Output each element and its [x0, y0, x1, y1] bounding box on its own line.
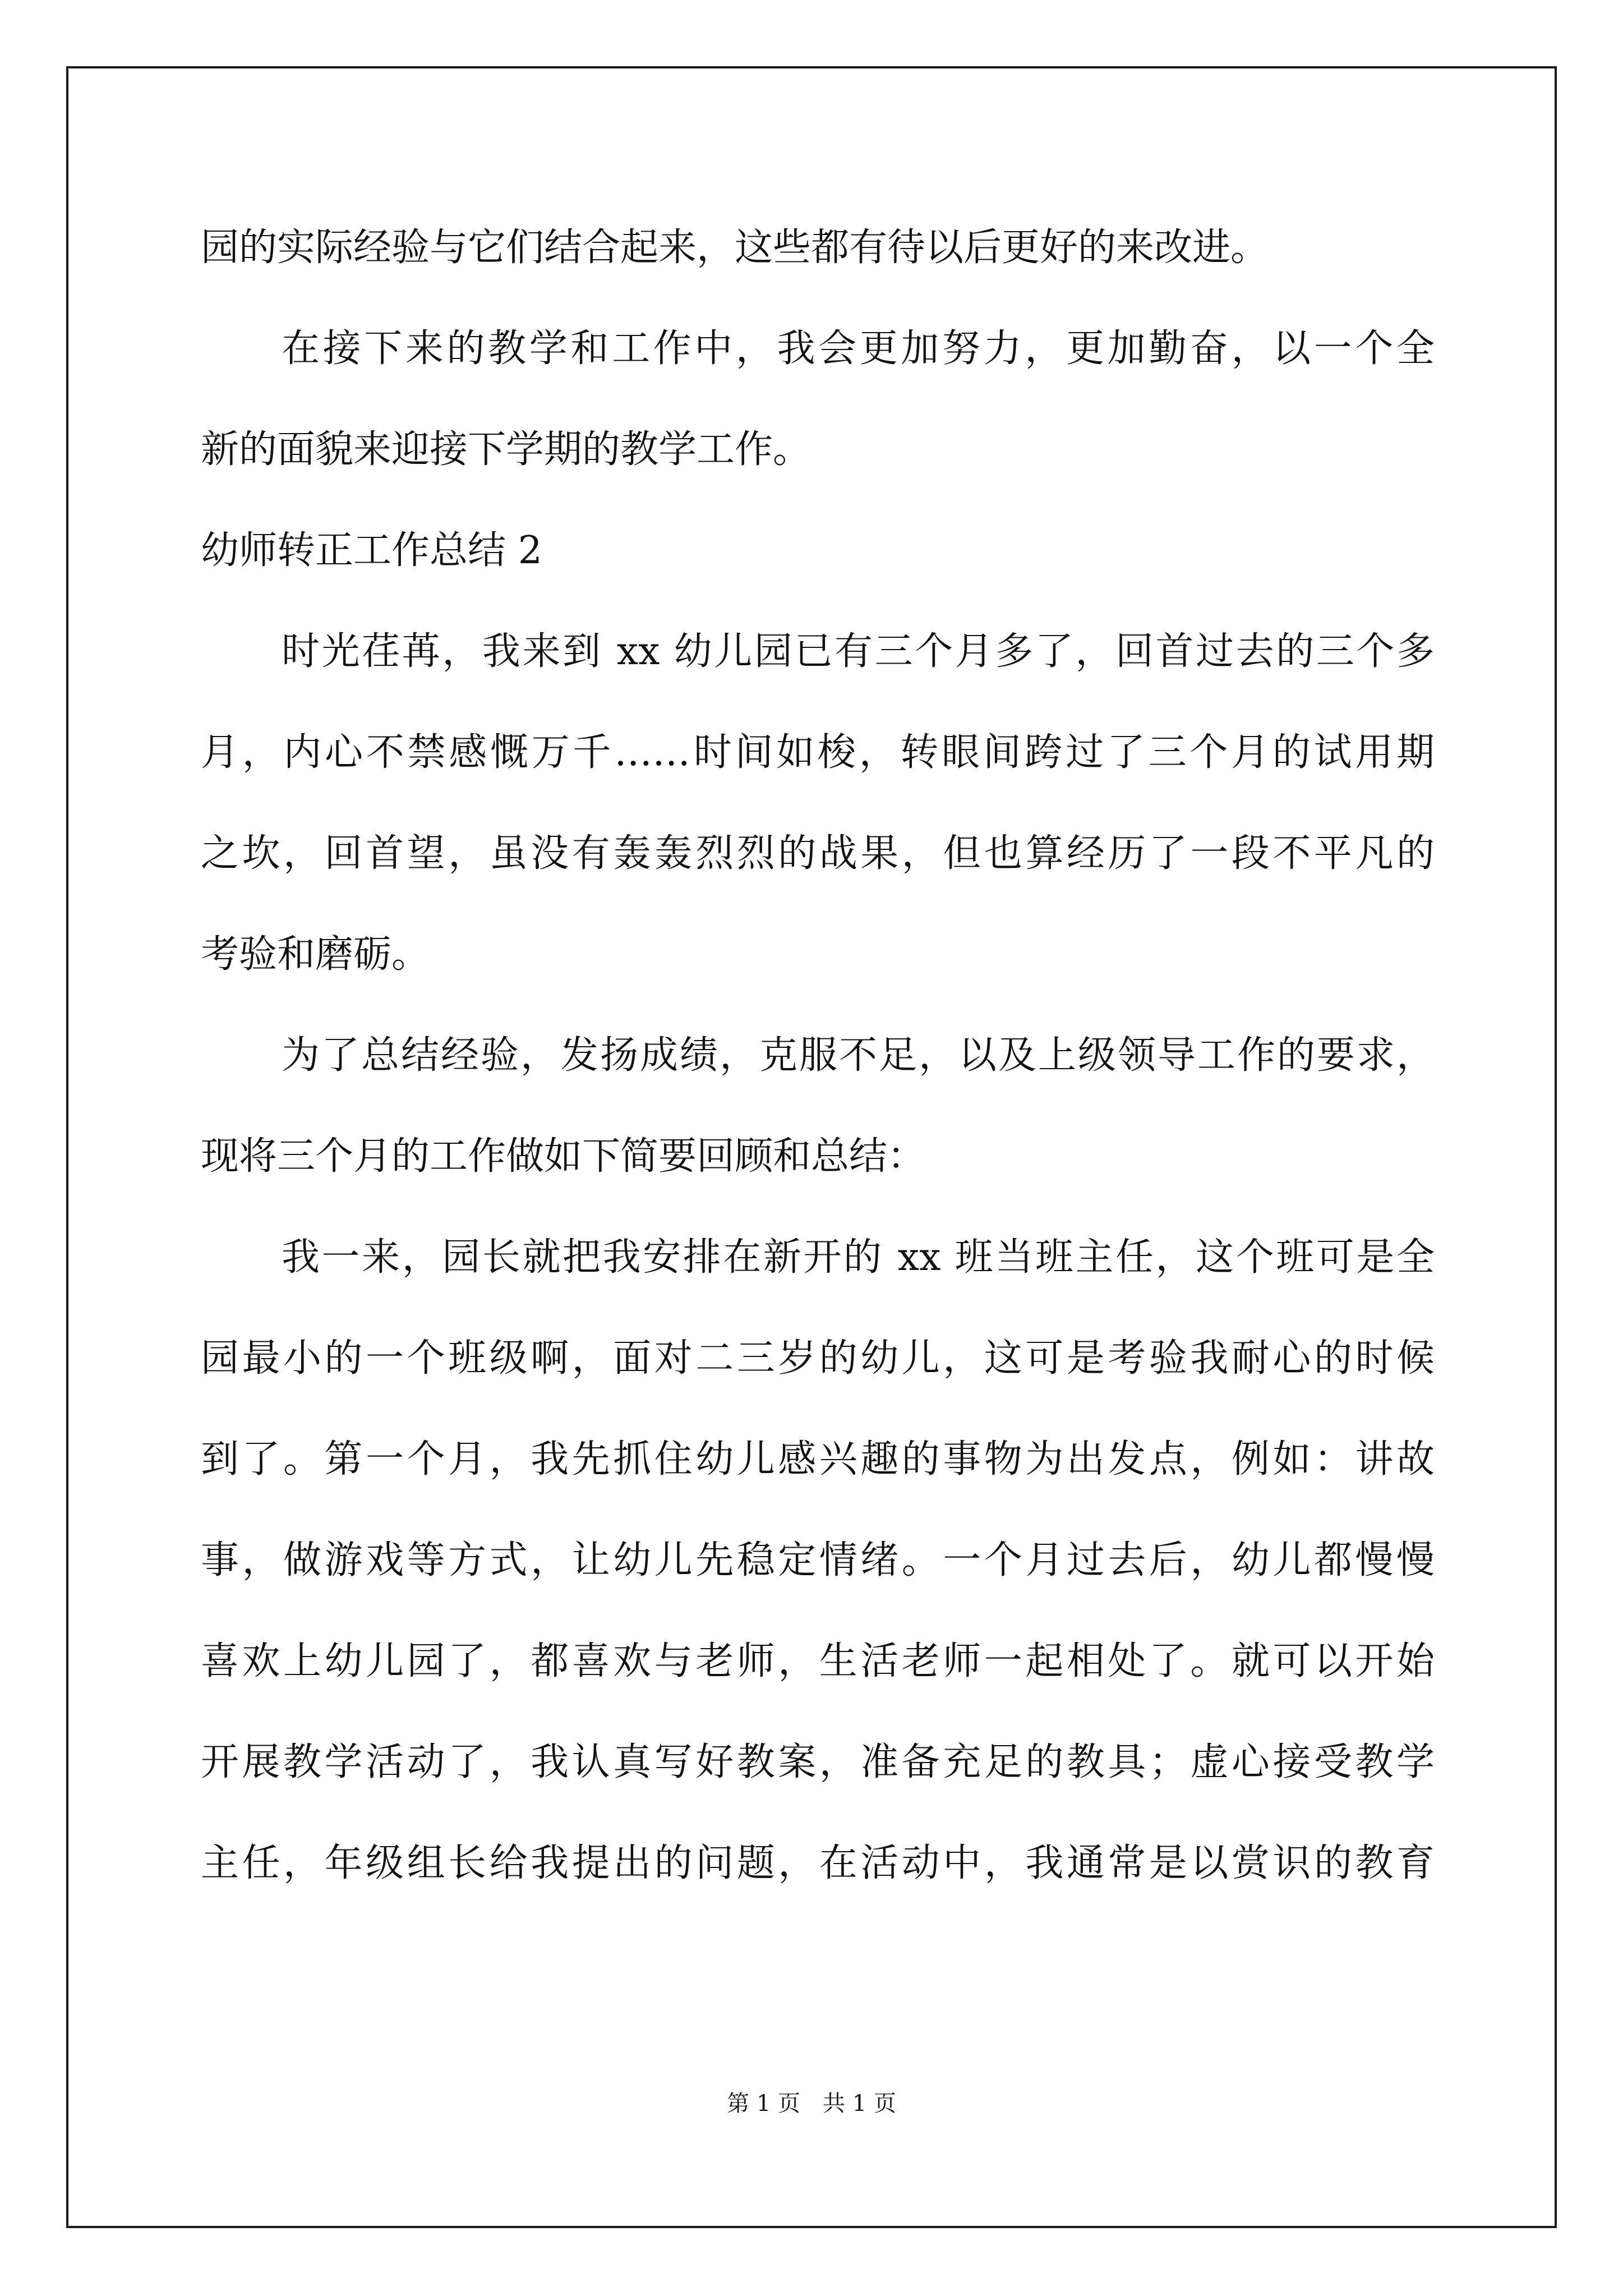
paragraph-line: 园最小的一个班级啊，面对二三岁的幼儿，这可是考验我耐心的时候: [201, 1336, 1435, 1381]
paragraph-line: 喜欢上幼儿园了，都喜欢与老师，生活老师一起相处了。就可以开始: [201, 1639, 1435, 1683]
paragraph-line: 事，做游戏等方式，让幼儿先稳定情绪。一个月过去后，幼儿都慢慢: [201, 1538, 1435, 1582]
paragraph-line: 为了总结经验，发扬成绩，克服不足，以及上级领导工作的要求，: [282, 1033, 1435, 1078]
paragraph-line: 我一来，园长就把我安排在新开的 xx 班当班主任，这个班可是全: [282, 1235, 1435, 1280]
page-footer: 第 1 页 共 1 页: [727, 2091, 896, 2116]
paragraph-line: 园的实际经验与它们结合起来，这些都有待以后更好的来改进。: [201, 226, 1269, 270]
section-heading: 幼师转正工作总结 2: [201, 528, 542, 573]
paragraph-line: 开展教学活动了，我认真写好教案，准备充足的教具；虚心接受教学: [201, 1740, 1435, 1784]
paragraph-line: 主任，年级组长给我提出的问题，在活动中，我通常是以赏识的教育: [201, 1841, 1435, 1885]
paragraph-line: 现将三个月的工作做如下简要回顾和总结：: [201, 1134, 926, 1179]
paragraph-line: 月，内心不禁感慨万千……时间如梭，转眼间跨过了三个月的试用期: [201, 730, 1435, 775]
paragraph-line: 到了。第一个月，我先抓住幼儿感兴趣的事物为出发点，例如：讲故: [201, 1437, 1435, 1481]
paragraph-line: 时光荏苒，我来到 xx 幼儿园已有三个月多了，回首过去的三个多: [282, 629, 1435, 674]
paragraph-line: 考验和磨砺。: [201, 932, 430, 977]
paragraph-line: 新的面貌来迎接下学期的教学工作。: [201, 427, 811, 472]
paragraph-line: 在接下来的教学和工作中，我会更加努力，更加勤奋，以一个全: [282, 326, 1435, 371]
paragraph-line: 之坎，回首望，虽没有轰轰烈烈的战果，但也算经历了一段不平凡的: [201, 831, 1435, 876]
